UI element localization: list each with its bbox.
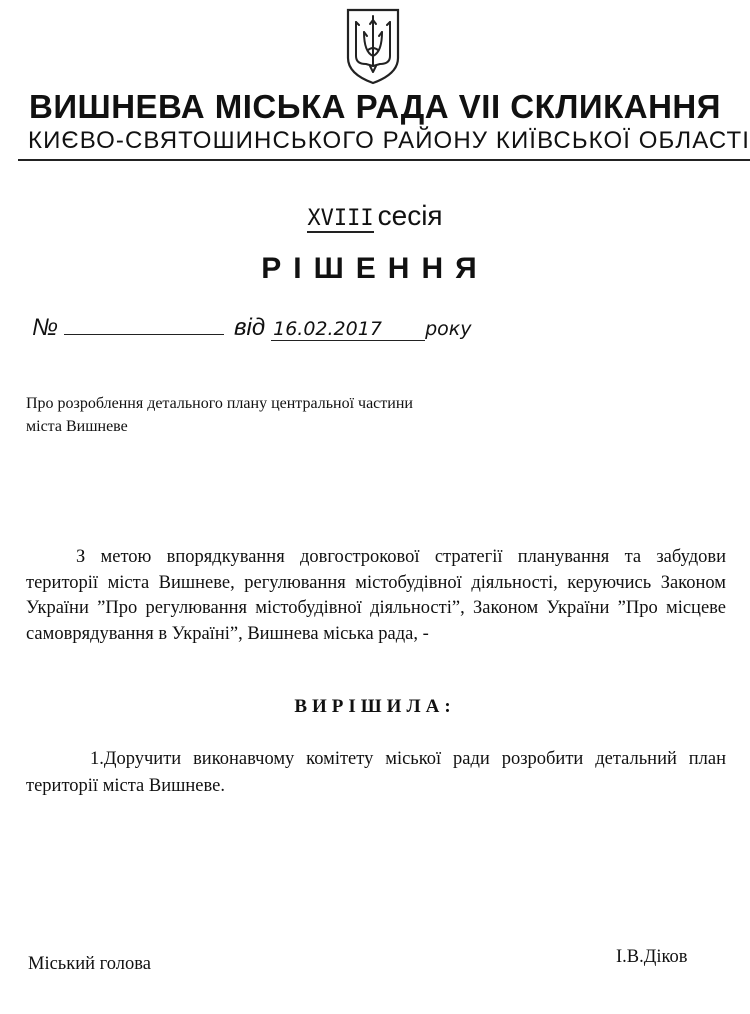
session-line bbox=[0, 200, 750, 233]
resolved-heading: ВИРІШИЛА: bbox=[294, 696, 456, 717]
signatory-name: І.В.Діков bbox=[616, 947, 688, 967]
number-label: № bbox=[32, 314, 58, 341]
number-date-line bbox=[32, 312, 732, 342]
decision-subject: Про розроблення детального плану центральної частини міста Вишневе bbox=[26, 395, 413, 435]
date-suffix: року bbox=[425, 318, 472, 340]
trident-coat-of-arms-icon bbox=[344, 6, 402, 86]
session-number: XVIII bbox=[307, 206, 374, 231]
resolution-item: 1.Доручити виконавчому комітету міської ради розробити детальний план території міста Вишневе. bbox=[26, 749, 726, 796]
date-value: 16.02.2017 bbox=[271, 318, 425, 341]
session-label: сесія bbox=[377, 200, 443, 231]
number-blank bbox=[64, 312, 224, 335]
signatory-title: Міський голова bbox=[28, 954, 151, 974]
council-name: ВИШНЕВА МІСЬКА РАДА VII СКЛИКАННЯ bbox=[29, 88, 721, 125]
decision-title: РІШЕННЯ bbox=[261, 252, 489, 285]
district-name: КИЄВО-СВЯТОШИНСЬКОГО РАЙОНУ КИЇВСЬКОЇ ОБЛАСТІ bbox=[28, 127, 750, 154]
preamble-paragraph: З метою впорядкування довгострокової стратегії планування та забудови території міста Вишневе, регулювання містобудівної діяльності, керуючись Законом України ”Про регулювання містобудівної діяльності”, Законом України ”Про місцеве самоврядування в Україні”, Вишнева міська рада, - bbox=[26, 547, 726, 644]
header-divider bbox=[18, 159, 750, 161]
date-label: від bbox=[234, 314, 266, 341]
